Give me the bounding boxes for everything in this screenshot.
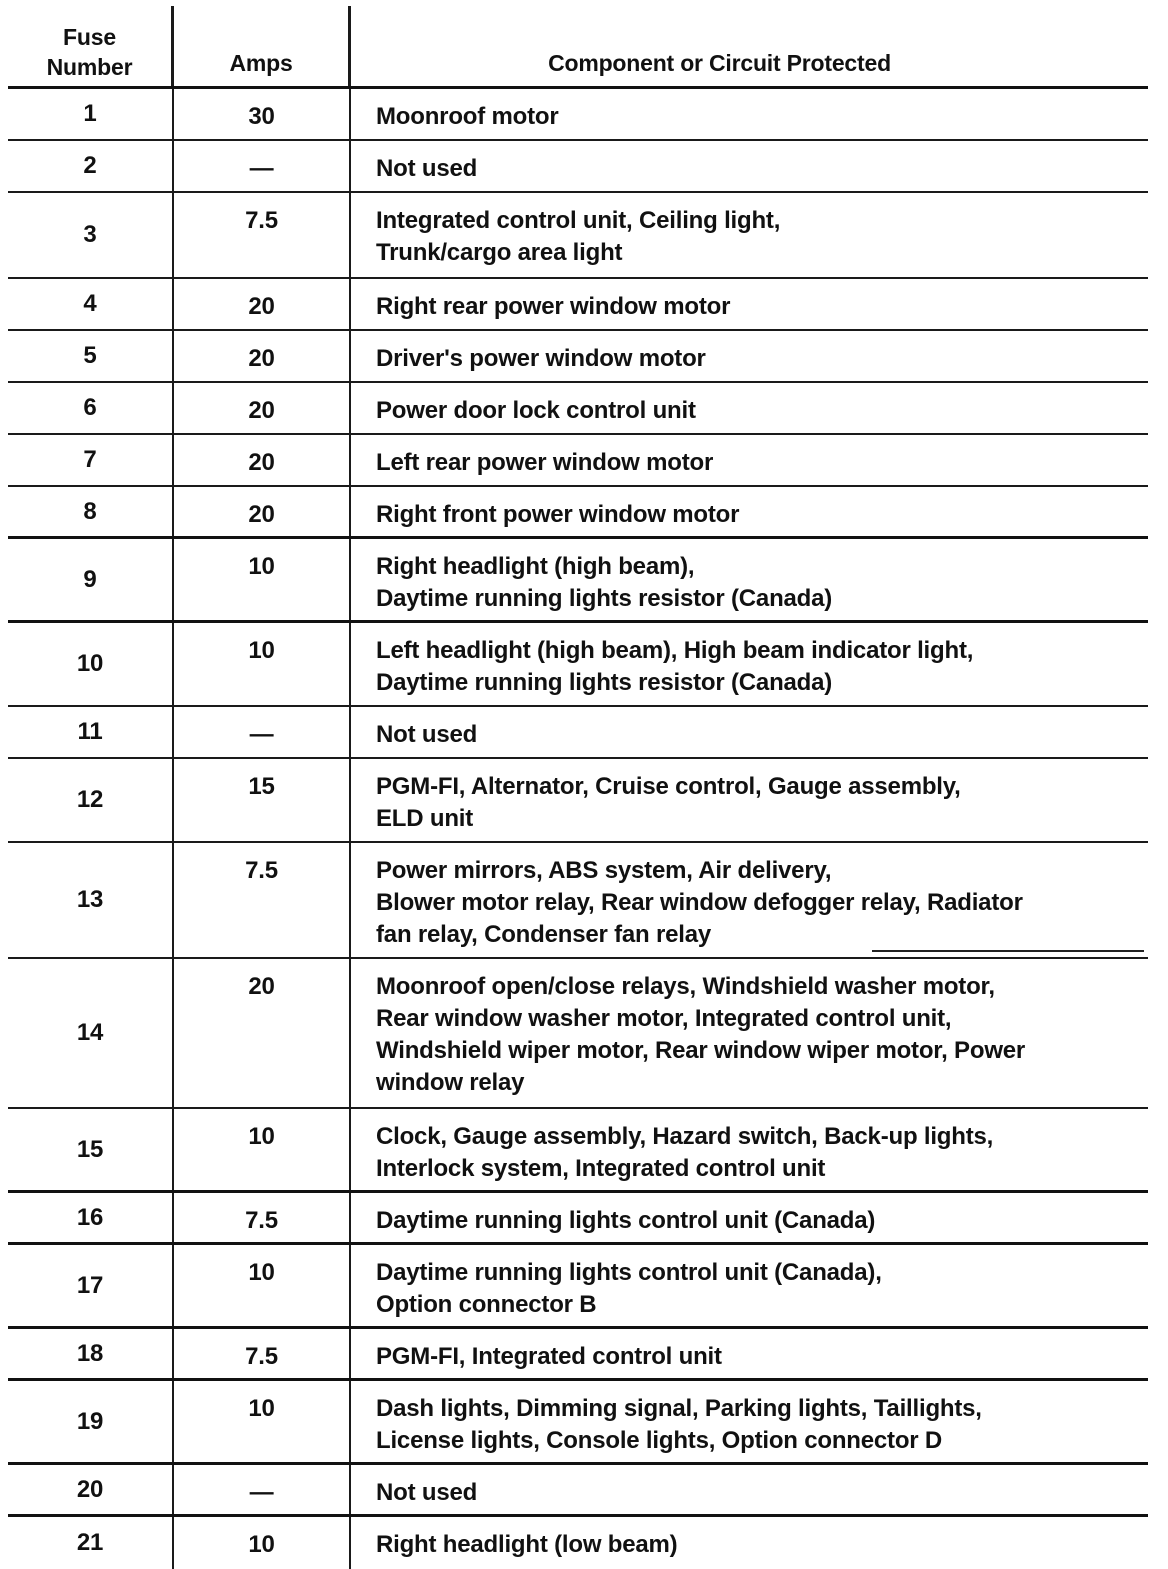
table-row: [8, 1517, 1148, 1569]
fuse-amps: —: [174, 707, 351, 757]
header-fuse-number: Fuse Number: [8, 6, 174, 86]
fuse-component: Power mirrors, ABS system, Air delivery, Blower motor relay, Rear window defogger relay, Radiator fan relay, Condenser fan relay: [376, 857, 1023, 948]
table-row: [8, 539, 1148, 623]
fuse-amps: —: [174, 1465, 351, 1514]
fuse-component: Daytime running lights control unit (Canada), Option connector B: [376, 1259, 882, 1318]
fuse-table: [8, 6, 1148, 1569]
table-row: [8, 435, 1148, 487]
fuse-amps: 15: [174, 759, 351, 841]
fuse-component: Not used: [376, 1479, 478, 1506]
fuse-component: Left headlight (high beam), High beam indicator light, Daytime running lights resistor (Canada): [376, 637, 974, 696]
table-row: [8, 383, 1148, 435]
fuse-amps: 7.5: [174, 843, 351, 957]
fuse-number: 2: [8, 141, 174, 191]
table-row: [8, 1109, 1148, 1193]
fuse-component: Power door lock control unit: [376, 397, 696, 424]
table-header: [8, 6, 1148, 89]
fuse-number: 18: [8, 1329, 174, 1378]
fuse-component: Integrated control unit, Ceiling light, Trunk/cargo area light: [376, 207, 781, 266]
fuse-component: Right headlight (high beam), Daytime running lights resistor (Canada): [376, 553, 833, 612]
fuse-amps: 7.5: [174, 1193, 351, 1242]
table-row: [8, 707, 1148, 759]
table-row: [8, 89, 1148, 141]
fuse-amps: 7.5: [174, 193, 351, 277]
fuse-amps: 20: [174, 487, 351, 536]
fuse-number: 11: [8, 707, 174, 757]
header-amps: Amps: [174, 6, 351, 86]
fuse-number: 8: [8, 487, 174, 536]
table-row: [8, 1245, 1148, 1329]
fuse-amps: —: [174, 141, 351, 191]
fuse-number: 10: [8, 623, 174, 705]
fuse-amps: 20: [174, 279, 351, 329]
table-body: [8, 89, 1148, 1569]
table-row: [8, 141, 1148, 193]
fuse-amps: 7.5: [174, 1329, 351, 1378]
table-row: [8, 1381, 1148, 1465]
fuse-number: 13: [8, 843, 174, 957]
fuse-amps: 10: [174, 1381, 351, 1462]
fuse-component: Driver's power window motor: [376, 345, 706, 372]
fuse-amps: 10: [174, 1109, 351, 1190]
fuse-component: PGM-FI, Alternator, Cruise control, Gauge assembly, ELD unit: [376, 773, 961, 832]
fuse-number: 21: [8, 1517, 174, 1569]
table-row: [8, 623, 1148, 707]
table-row: [8, 1193, 1148, 1245]
table-row: [8, 1329, 1148, 1381]
fuse-component: Dash lights, Dimming signal, Parking lights, Taillights, License lights, Console lights, Option connector D: [376, 1395, 982, 1454]
fuse-amps: 30: [174, 89, 351, 139]
fuse-component: Left rear power window motor: [376, 449, 714, 476]
header-component: Component or Circuit Protected: [548, 50, 891, 76]
fuse-component: Right front power window motor: [376, 501, 740, 528]
fuse-component: Not used: [376, 155, 478, 182]
fuse-amps: 10: [174, 539, 351, 620]
fuse-number: 9: [8, 539, 174, 620]
fuse-number: 17: [8, 1245, 174, 1326]
fuse-number: 1: [8, 89, 174, 139]
table-row: [8, 1465, 1148, 1517]
stray-rule: [872, 950, 1144, 952]
table-row: [8, 331, 1148, 383]
fuse-number: 12: [8, 759, 174, 841]
fuse-component: Moonroof open/close relays, Windshield washer motor, Rear window washer motor, Integrated control unit, Windshield wiper motor, Rear window wiper motor, Power window relay: [376, 973, 1026, 1096]
fuse-number: 3: [8, 193, 174, 277]
fuse-number: 15: [8, 1109, 174, 1190]
fuse-number: 20: [8, 1465, 174, 1514]
fuse-component: Daytime running lights control unit (Canada): [376, 1207, 876, 1234]
fuse-amps: 20: [174, 435, 351, 485]
table-row: [8, 193, 1148, 279]
fuse-amps: 20: [174, 959, 351, 1107]
table-row: [8, 959, 1148, 1109]
fuse-component: Right headlight (low beam): [376, 1531, 678, 1558]
fuse-number: 14: [8, 959, 174, 1107]
table-row: [8, 487, 1148, 539]
fuse-component: Not used: [376, 721, 478, 748]
fuse-amps: 10: [174, 623, 351, 705]
fuse-number: 7: [8, 435, 174, 485]
table-row: [8, 843, 1148, 959]
table-row: [8, 279, 1148, 331]
fuse-component: Clock, Gauge assembly, Hazard switch, Back-up lights, Interlock system, Integrated control unit: [376, 1123, 994, 1182]
fuse-number: 6: [8, 383, 174, 433]
fuse-number: 4: [8, 279, 174, 329]
fuse-amps: 20: [174, 331, 351, 381]
fuse-number: 16: [8, 1193, 174, 1242]
fuse-number: 19: [8, 1381, 174, 1462]
fuse-component: PGM-FI, Integrated control unit: [376, 1343, 722, 1370]
table-row: [8, 759, 1148, 843]
fuse-amps: 10: [174, 1245, 351, 1326]
fuse-component: Right rear power window motor: [376, 293, 731, 320]
fuse-component: Moonroof motor: [376, 103, 559, 130]
fuse-amps: 10: [174, 1517, 351, 1569]
fuse-amps: 20: [174, 383, 351, 433]
fuse-number: 5: [8, 331, 174, 381]
